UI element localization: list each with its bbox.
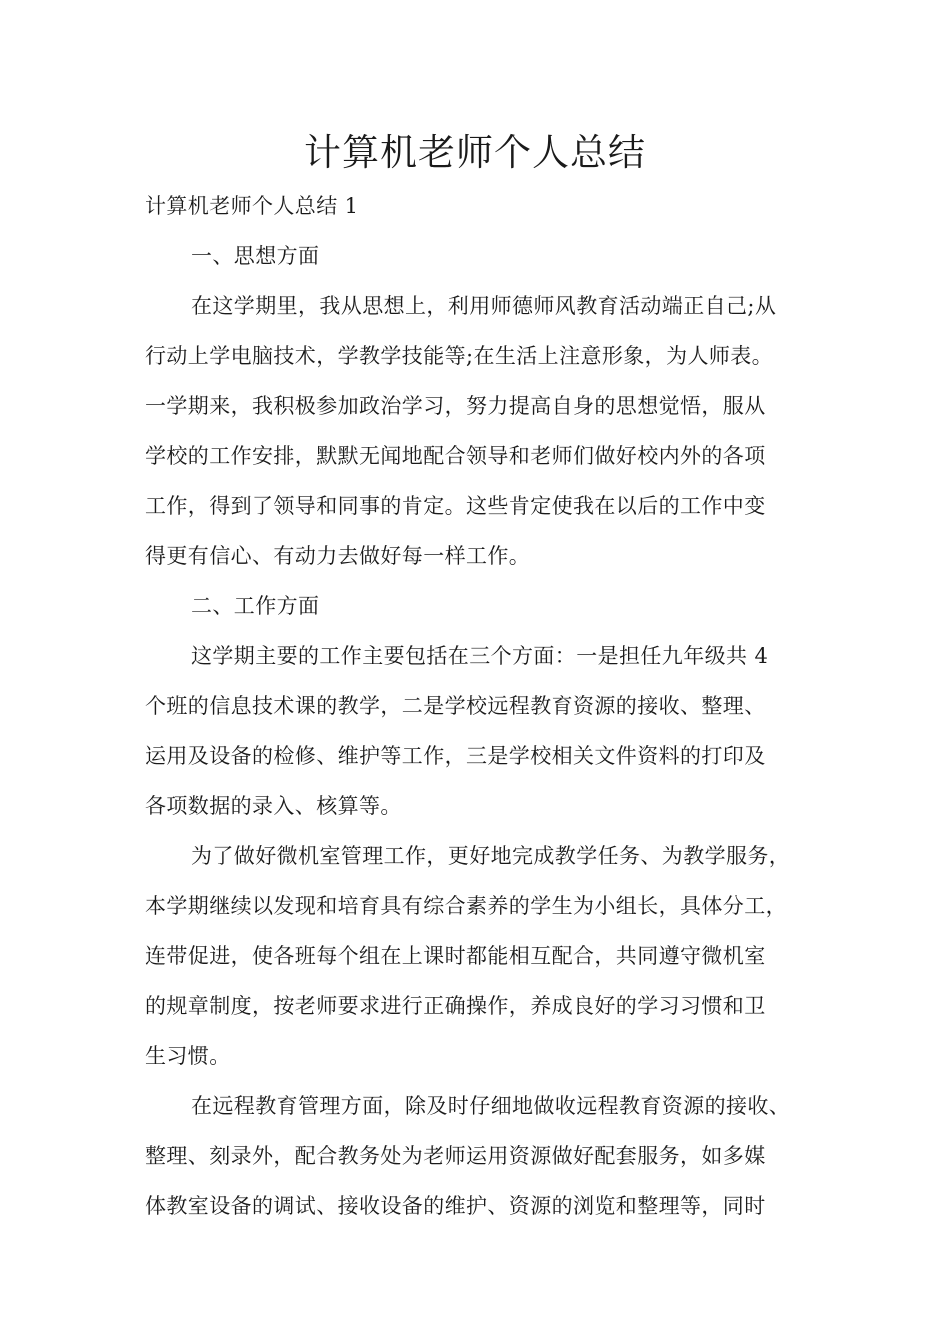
- document-body: [145, 181, 825, 1231]
- text-line: 在远程教育管理方面，除及时仔细地做收远程教育资源的接收、: [191, 1094, 791, 1118]
- text-line: 一、思想方面: [191, 244, 320, 268]
- text-line: 在这学期里，我从思想上，利用师德师风教育活动端正自己;从: [191, 294, 777, 318]
- text-line: 二、工作方面: [191, 594, 320, 618]
- text-line: 一学期来，我积极参加政治学习，努力提高自身的思想觉悟，服从: [145, 394, 766, 418]
- text-line: 整理、刻录外，配合教务处为老师运用资源做好配套服务，如多媒: [145, 1144, 766, 1168]
- text-line: 的规章制度，按老师要求进行正确操作，养成良好的学习习惯和卫: [145, 994, 766, 1018]
- text-line: 为了做好微机室管理工作，更好地完成教学任务、为教学服务，: [191, 844, 791, 868]
- text-line: 体教室设备的调试、接收设备的维护、资源的浏览和整理等，同时: [145, 1194, 766, 1218]
- text-line: 这学期主要的工作主要包括在三个方面：一是担任九年级共 4: [191, 644, 769, 668]
- text-line: 行动上学电脑技术，学教学技能等;在生活上注意形象，为人师表。: [145, 344, 774, 368]
- text-line: 生习惯。: [145, 1044, 231, 1068]
- text-line: 工作，得到了领导和同事的肯定。这些肯定使我在以后的工作中变: [145, 494, 766, 518]
- text-line: 计算机老师个人总结 1: [145, 194, 359, 218]
- text-line: 运用及设备的检修、维护等工作，三是学校相关文件资料的打印及: [145, 744, 766, 768]
- document-title: 计算机老师个人总结: [304, 131, 646, 174]
- text-line: 各项数据的录入、核算等。: [145, 794, 402, 818]
- text-line: 个班的信息技术课的教学，二是学校远程教育资源的接收、整理、: [145, 694, 766, 718]
- text-line: 得更有信心、有动力去做好每一样工作。: [145, 544, 531, 568]
- text-line: 连带促进，使各班每个组在上课时都能相互配合，共同遵守微机室: [145, 944, 766, 968]
- text-line: 本学期继续以发现和培育具有综合素养的学生为小组长，具体分工，: [145, 894, 787, 918]
- text-line: 学校的工作安排，默默无闻地配合领导和老师们做好校内外的各项: [145, 444, 766, 468]
